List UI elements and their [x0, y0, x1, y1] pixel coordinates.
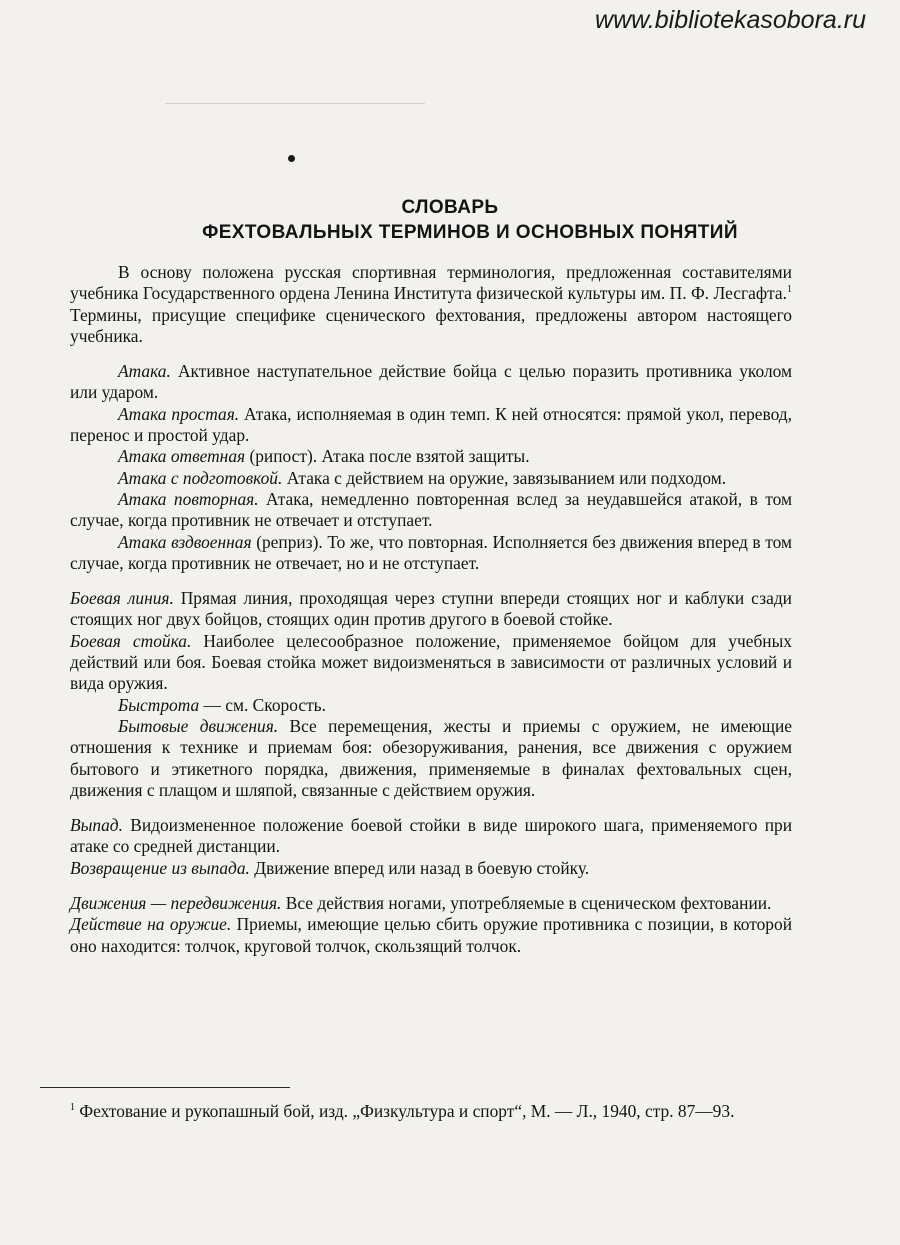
- entry: [70, 361, 792, 404]
- footnote: [70, 1100, 792, 1122]
- entry-term: Атака простая.: [118, 403, 240, 424]
- entry-term: Бытовые движения.: [118, 715, 279, 736]
- footnote-divider: [40, 1087, 290, 1088]
- entry-term: Атака.: [118, 361, 171, 382]
- entry-term: Атака с подготовкой.: [118, 467, 283, 488]
- entry-definition: Атака, исполняемая в один темп. К ней относятся: прямой укол, перевод, перенос и простой удар.: [70, 403, 792, 446]
- entry-definition: — см. Скорость.: [199, 694, 326, 715]
- entry-definition: Активное наступательное действие бойца с целью поразить противника уколом или ударом.: [70, 361, 792, 403]
- entry-term: Быстрота: [118, 694, 200, 715]
- entry-definition: Атака, немедленно повторенная вслед за неудавшейся атакой, в том случае, когда противник не отвечает и отступает.: [70, 488, 792, 531]
- entry-definition: Приемы, имеющие целью сбить оружие противника с позиции, в которой оно находится: толчок, круговой толчок, скользящий толчок.: [70, 914, 792, 956]
- entry-definition: (реприз). То же, что повторная. Исполняется без движения вперед в том случае, когда противник не отвечает, но и не отступает.: [70, 531, 792, 573]
- footnote-text: Фехтование и рукопашный бой, изд. „Физкультура и спорт“, М. — Л., 1940, стр. 87—93.: [75, 1101, 735, 1121]
- entry-definition: (рипост). Атака после взятой защиты.: [245, 446, 530, 467]
- entry-definition: Наиболее целесообразное положение, применяемое бойцом для учебных действий или боя. Боевая стойка может видоизменяться в зависимости от различных условий и вида оружия.: [70, 630, 792, 694]
- body-text: [70, 262, 792, 957]
- entry-definition: Все перемещения, жесты и приемы с оружием, не имеющие отношения к технике и приемам боя: обезоруживания, ранения, все движения с оружием бытового и этикетного порядка, движения, применяемые в финалах фехтовальных сцен, движения с плащом и шляпой, связанные с действием оружия.: [70, 715, 792, 800]
- entry: [70, 489, 792, 532]
- entry-definition: Атака с действием на оружие, завязыванием или подходом.: [282, 467, 727, 488]
- entry-term: Действие на оружие.: [70, 914, 232, 935]
- entry-definition: Видоизмененное положение боевой стойки в виде широкого шага, применяемого при атаке со средней дистанции.: [70, 815, 792, 857]
- entry: [70, 716, 792, 801]
- title-line-2: ФЕХТОВАЛЬНЫХ ТЕРМИНОВ И ОСНОВНЫХ ПОНЯТИЙ: [202, 222, 738, 243]
- entry-term: Атака ответная: [118, 446, 246, 467]
- ink-dot: [288, 155, 295, 162]
- entry: [70, 815, 792, 858]
- watermark: www.bibliotekasobora.ru: [595, 6, 866, 34]
- entry: [70, 588, 792, 631]
- entry: [70, 404, 792, 447]
- entry-term: Движения — передвижения.: [70, 893, 282, 914]
- entry: [70, 446, 792, 467]
- entry: [70, 468, 792, 489]
- top-rule: [165, 103, 425, 104]
- entry-term: Атака вздвоенная: [118, 531, 252, 552]
- entry: [70, 532, 792, 575]
- entry: [70, 695, 792, 716]
- footnote-marker: 1: [70, 1102, 75, 1114]
- entry: [70, 893, 792, 914]
- entry-term: Возвращение из выпада.: [70, 857, 250, 878]
- entry-definition: Движение вперед или назад в боевую стойку.: [249, 857, 590, 878]
- entry-term: Атака повторная.: [118, 488, 259, 509]
- entry-term: Выпад.: [70, 815, 123, 836]
- entry-definition: Все действия ногами, употребляемые в сценическом фехтовании.: [281, 893, 772, 914]
- entry-term: Боевая линия.: [70, 588, 174, 609]
- entry: [70, 858, 792, 879]
- title-line-1: СЛОВАРЬ: [401, 197, 499, 218]
- entry: [70, 914, 792, 957]
- entry: [70, 631, 792, 695]
- entry-definition: Прямая линия, проходящая через ступни впереди стоящих ног и каблуки сзади стоящих ног двух бойцов, стоящих один против другого в боевой стойке.: [70, 588, 792, 630]
- intro-paragraph: В основу положена русская спортивная терминология, предложенная составителями учебника Государственного ордена Ленина Института физической культуры им. П. Ф. Лесгафта.$^1$ Термины, присущие специфике сценического фехтования, предложены автором настоящего учебника.: [70, 262, 792, 346]
- entry-term: Боевая стойка.: [70, 630, 192, 651]
- footnote-ref: 1: [787, 284, 792, 296]
